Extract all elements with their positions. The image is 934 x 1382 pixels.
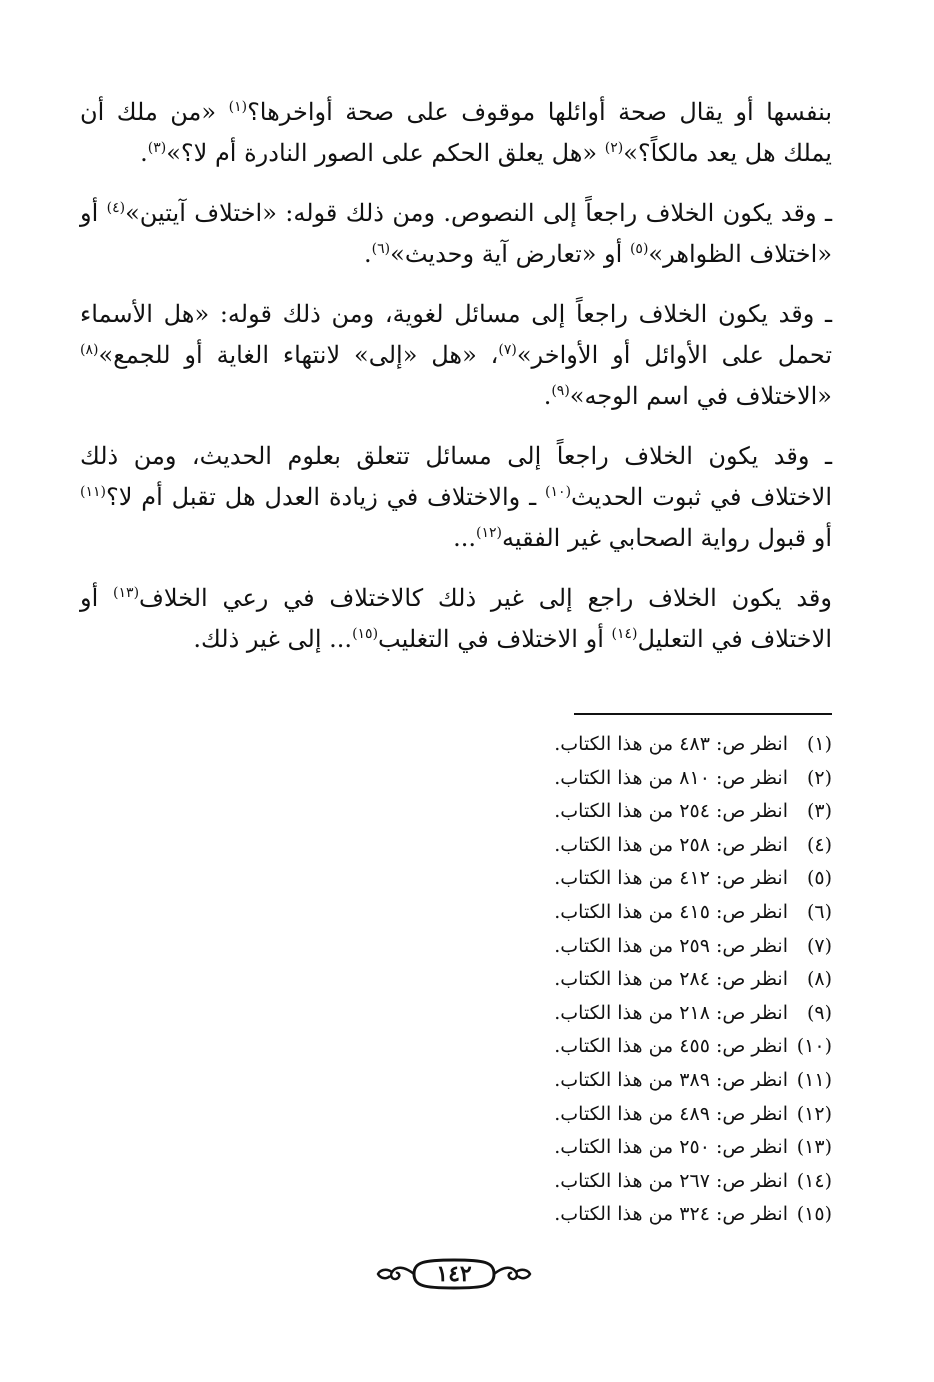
footnote-text: انظر ص: ٢٥٩ من هذا الكتاب.	[554, 934, 788, 957]
footnote-marker: (٨)	[80, 342, 99, 358]
paragraph-text: ـ وقد يكون الخلاف راجعاً إلى النصوص. ومن ذلك قوله: «اختلاف آيتين»	[125, 199, 832, 227]
paragraph-text: .	[140, 139, 148, 167]
footnote-text: انظر ص: ٤٨٩ من هذا الكتاب.	[554, 1102, 788, 1125]
footnotes-list	[412, 728, 832, 1232]
footnote-text: انظر ص: ٤١٢ من هذا الكتاب.	[554, 867, 788, 890]
page-number-ornament	[374, 1254, 534, 1294]
footnote-text: انظر ص: ٢٥٠ من هذا الكتاب.	[554, 1136, 788, 1159]
footnote-marker: (١)	[228, 99, 248, 115]
footnote-text: انظر ص: ٢٥٤ من هذا الكتاب.	[554, 800, 788, 823]
footnote-number: (٣)	[806, 800, 832, 823]
paragraph-text: «من ملك أن يملك هل يعد مالكاً؟»	[80, 98, 832, 167]
paragraph-text: ، «هل «إلى» لانتهاء الغاية أو للجمع»	[98, 341, 499, 369]
paragraph	[80, 436, 832, 559]
footnote-text: انظر ص: ٢٥٨ من هذا الكتاب.	[554, 833, 788, 856]
paragraph-text: ...	[453, 524, 476, 552]
paragraph-text: ـ وقد يكون الخلاف راجعاً إلى مسائل تتعلق بعلوم الحديث، ومن ذلك الاختلاف في ثبوت الحديث	[80, 442, 832, 511]
footnote-text: انظر ص: ٣٨٩ من هذا الكتاب.	[554, 1068, 788, 1091]
paragraph-text: «هل يعلق الحكم على الصور النادرة أم لا؟»	[166, 139, 605, 167]
paragraph-text: .	[543, 382, 552, 410]
footnote-item	[412, 1064, 832, 1098]
paragraph-text: أو «تعارض آية وحديث»	[390, 240, 630, 268]
footnote-number: (٤)	[806, 833, 832, 856]
footnote-marker: (١١)	[80, 484, 106, 500]
footnote-item	[412, 862, 832, 896]
footnote-number: (٨)	[806, 968, 832, 991]
paragraph	[80, 193, 832, 275]
footnote-marker: (٦)	[371, 241, 391, 257]
footnote-number: (١٣)	[796, 1136, 832, 1159]
footnote-marker: (١٤)	[611, 626, 638, 642]
paragraph-text: أو «اختلاف الظواهر»	[80, 199, 832, 268]
paragraph-text: ـ وقد يكون الخلاف راجعاً إلى مسائل لغوية، ومن ذلك قوله: «هل الأسماء تحمل على الأوائل أو الأواخر»	[80, 300, 832, 369]
footnote-text: انظر ص: ٢٦٧ من هذا الكتاب.	[554, 1169, 788, 1192]
footnote-text: انظر ص: ٣٢٤ من هذا الكتاب.	[554, 1203, 788, 1226]
paragraph-text: .	[364, 240, 372, 268]
footnote-number: (٢)	[806, 766, 832, 789]
paragraph	[80, 92, 832, 174]
footnote-item	[412, 1131, 832, 1165]
footnote-item	[412, 1098, 832, 1132]
footnote-marker: (٩)	[551, 383, 570, 399]
footnote-item	[412, 1030, 832, 1064]
footnote-number: (١٠)	[796, 1035, 832, 1058]
footnote-number: (١٥)	[796, 1203, 832, 1226]
footnote-text: انظر ص: ٢١٨ من هذا الكتاب.	[554, 1001, 788, 1024]
main-text	[80, 92, 832, 660]
footnote-number: (٩)	[806, 1001, 832, 1024]
footnote-marker: (١٠)	[545, 484, 572, 500]
footnote-item	[412, 997, 832, 1031]
footnote-marker: (١٥)	[352, 626, 379, 642]
footnote-text: انظر ص: ٢٨٤ من هذا الكتاب.	[554, 968, 788, 991]
paragraph	[80, 578, 832, 660]
paragraph-text: أو الاختلاف في التعليل	[80, 584, 832, 653]
footnote-item	[412, 1165, 832, 1199]
footnote-item	[412, 930, 832, 964]
footnote-divider	[574, 713, 832, 715]
footnote-item	[412, 963, 832, 997]
footnote-marker: (٢)	[604, 140, 624, 156]
footnote-number: (٥)	[806, 867, 832, 890]
paragraph	[80, 294, 832, 417]
footnote-marker: (٥)	[629, 241, 649, 257]
page-number: ١٤٢	[436, 1261, 472, 1287]
footnote-number: (١٢)	[796, 1102, 832, 1125]
footnote-number: (٧)	[806, 934, 832, 957]
footnote-marker: (٧)	[498, 342, 517, 358]
paragraph-text: «الاختلاف في اسم الوجه»	[569, 382, 832, 410]
paragraph-text: بنفسها أو يقال صحة أوائلها موقوف على صحة أواخرها؟	[247, 98, 833, 126]
footnote-marker: (١٢)	[475, 525, 502, 541]
footnote-marker: (٣)	[147, 140, 167, 156]
paragraph-text: أو قبول رواية الصحابي غير الفقيه	[501, 524, 832, 552]
paragraph-text: ـ والاختلاف في زيادة العدل هل تقبل أم لا؟	[105, 483, 546, 511]
footnote-item	[412, 829, 832, 863]
footnote-text: انظر ص: ٤٨٣ من هذا الكتاب.	[554, 733, 788, 755]
footnote-text: انظر ص: ٤٥٥ من هذا الكتاب.	[554, 1035, 788, 1058]
paragraph-text: أو الاختلاف في التغليب	[378, 625, 612, 653]
footnote-item	[412, 795, 832, 829]
paragraph-text: ... إلى غير ذلك.	[193, 625, 353, 653]
footnote-item	[412, 1198, 832, 1232]
footnote-text: انظر ص: ٤١٥ من هذا الكتاب.	[554, 900, 788, 923]
footnote-number: (١٤)	[796, 1169, 832, 1192]
footnote-item	[412, 728, 832, 762]
footnote-marker: (٤)	[106, 200, 126, 216]
footnote-text: انظر ص: ٨١٠ من هذا الكتاب.	[554, 766, 788, 789]
footnote-marker: (١٣)	[113, 585, 140, 601]
footnote-number: (١١)	[796, 1068, 832, 1091]
footnote-item	[412, 896, 832, 930]
footnote-item	[412, 762, 832, 796]
paragraph-text: وقد يكون الخلاف راجع إلى غير ذلك كالاختلاف في رعي الخلاف	[139, 584, 832, 612]
footnote-number: (٦)	[806, 900, 832, 923]
footnote-number: (١)	[806, 733, 832, 755]
